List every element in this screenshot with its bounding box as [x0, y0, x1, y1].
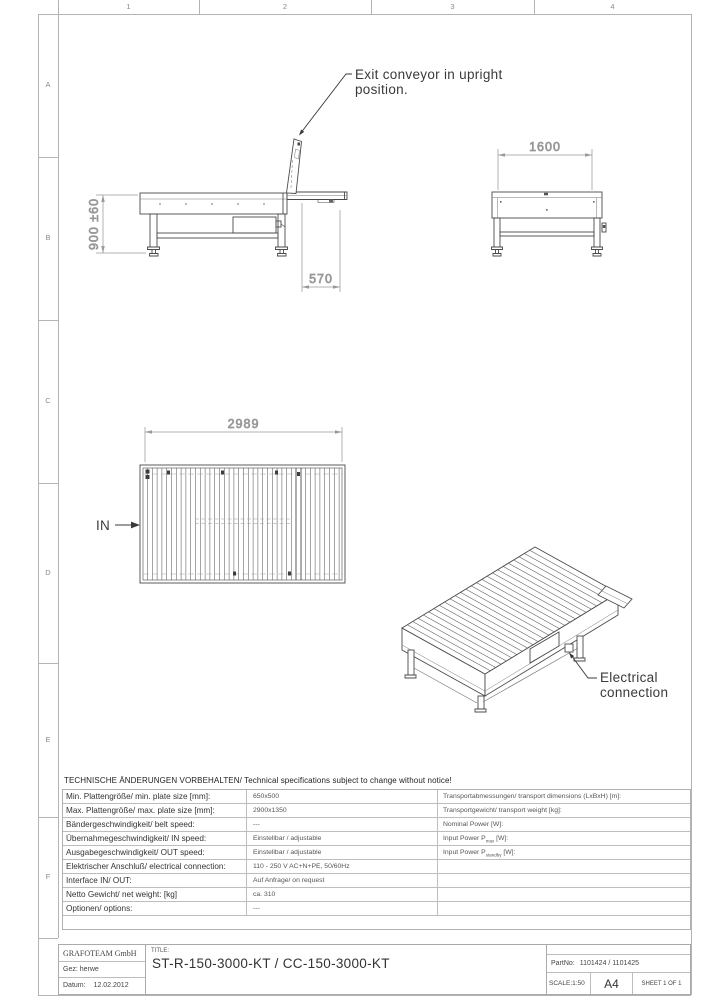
top-view-dimensions [145, 417, 342, 462]
title-block-right [547, 945, 690, 994]
grid-row-label: E [45, 735, 51, 744]
title-block-strip [547, 945, 690, 955]
side-view-leg [150, 214, 157, 247]
top-view-body [140, 465, 345, 583]
front-view-body [492, 192, 602, 218]
grid-row-label: B [45, 233, 51, 242]
title-block-middle [146, 945, 547, 994]
title-label: TITLE: [151, 948, 170, 954]
spec-label: Elektrischer Anschluß/ electrical connection: [63, 860, 247, 873]
spec-value: Auf Anfrage/ on request [247, 874, 438, 887]
spec-right-subscript: standby [485, 852, 502, 858]
side-view-dimensions [87, 195, 340, 292]
spec-value: --- [247, 818, 438, 831]
title-block-left [59, 945, 146, 994]
spec-right-label [438, 888, 690, 901]
spec-label: Min. Plattengröße/ min. plate size [mm]: [63, 790, 247, 803]
dimension-height: 900 ±60 [87, 197, 101, 251]
table-row [63, 874, 690, 888]
scale-value: SCALE:1:50 [547, 973, 591, 994]
in-callout [96, 518, 140, 533]
spec-right-label [438, 874, 690, 887]
title-block [58, 944, 691, 995]
table-row [63, 818, 690, 832]
table-row [63, 902, 690, 916]
side-view-crossbeam [157, 233, 278, 238]
spec-right-text: [W]: [494, 835, 509, 842]
side-view [140, 139, 347, 256]
part-number-label: PartNo: [551, 960, 575, 967]
in-label: IN [96, 518, 111, 533]
front-view-crossbeam [500, 232, 594, 236]
iso-leg [478, 696, 484, 709]
side-view-motor-box [233, 217, 276, 233]
spec-value: 2900x1350 [247, 804, 438, 817]
exit-callout-line1: Exit conveyor in upright [355, 67, 503, 82]
grid-row-label: A [45, 80, 51, 89]
spec-right-label [438, 860, 690, 873]
spec-right-label [438, 846, 690, 859]
front-view-dimensions [498, 140, 592, 190]
front-view-leg [594, 218, 600, 247]
electrical-callout [569, 653, 668, 701]
date-row [59, 978, 145, 994]
spec-right-label: Transportgewicht/ transport weight [kg]: [443, 807, 562, 814]
spec-right-text: Input Power P [443, 849, 486, 856]
grid-column-label: 2 [282, 2, 288, 11]
part-number-value: 1101424 / 1101425 [579, 960, 640, 967]
table-row [63, 888, 690, 902]
spec-value: --- [247, 902, 438, 915]
spec-label: Bändergeschwindigkeit/ belt speed: [63, 818, 247, 831]
grid-row-label: C [45, 396, 51, 405]
iso-junction-box [565, 644, 573, 652]
table-row [63, 790, 690, 804]
date-label: Datum: [63, 982, 86, 989]
spec-right-label [438, 902, 690, 915]
date-value: 12.02.2012 [93, 982, 129, 989]
grid-column-label: 1 [126, 2, 131, 11]
front-view [492, 192, 607, 256]
change-notice: TECHNISCHE ÄNDERUNGEN VORBEHALTEN/ Technical specifications subject to change without notice! [64, 776, 452, 785]
grid-column-label: 3 [450, 2, 455, 11]
spec-right-label: Nominal Power [W]: [443, 821, 504, 828]
table-row [63, 860, 690, 874]
spec-value: ca. 310 [247, 888, 438, 901]
isometric-view [402, 547, 632, 712]
dimension-exit-depth: 570 [309, 272, 333, 286]
grid-column-label: 4 [610, 2, 615, 11]
spec-value: Einstellbar / adjustable [247, 832, 438, 845]
spec-value: 650x500 [247, 790, 438, 803]
company-name: GRAFOTEAM GmbH [59, 945, 145, 962]
spec-right-text: [W]: [501, 849, 516, 856]
exit-callout [299, 67, 503, 136]
spec-right-label: Transportabmessungen/ transport dimensions (LxBxH) [m]: [443, 793, 622, 800]
front-view-leg [494, 218, 500, 247]
spec-right-label [438, 832, 690, 845]
side-view-body [140, 193, 287, 214]
title-block-bottom-row [547, 973, 690, 994]
drawing-title: ST-R-150-3000-KT / CC-150-3000-KT [152, 956, 390, 971]
electrical-callout-line1: Electrical [600, 670, 658, 685]
paper-size: A4 [591, 973, 633, 994]
spec-grid [62, 789, 691, 930]
table-row-empty [63, 916, 690, 929]
side-view-exit-flap [287, 139, 302, 194]
spec-value: Einstellbar / adjustable [247, 846, 438, 859]
spec-label: Ausgabegeschwindigkeit/ OUT speed: [63, 846, 247, 859]
spec-table [62, 776, 691, 930]
exit-callout-line2: position. [355, 82, 408, 97]
spec-label: Übernahmegeschwindigkeit/ IN speed: [63, 832, 247, 845]
grid-row-label: F [45, 872, 51, 881]
part-number-row [547, 955, 690, 973]
dimension-length: 2989 [227, 417, 260, 431]
sheet-number: SHEET 1 OF 1 [641, 981, 682, 987]
spec-label: Interface IN/ OUT: [63, 874, 247, 887]
grid-row-label: D [45, 568, 51, 577]
spec-label: Max. Plattengröße/ max. plate size [mm]: [63, 804, 247, 817]
spec-right-text: Input Power P [443, 835, 486, 842]
dimension-width: 1600 [529, 140, 561, 154]
spec-label: Optionen/ options: [63, 902, 247, 915]
table-row [63, 846, 690, 860]
top-view-rollers [148, 468, 292, 580]
spec-right-subscript: max [485, 838, 495, 844]
in-arrow-icon [131, 522, 140, 529]
top-view [140, 465, 345, 583]
table-row [63, 804, 690, 818]
spec-label: Netto Gewicht/ net weight: [kg] [63, 888, 247, 901]
side-view-leg [278, 214, 285, 247]
spec-value: 110 - 250 V AC+N+PE, 50/60Hz [247, 860, 438, 873]
iso-leg [577, 636, 583, 658]
drawn-by: Gez: herwe [59, 962, 145, 978]
table-row [63, 832, 690, 846]
electrical-callout-line2: connection [600, 685, 669, 700]
iso-leg [408, 650, 414, 675]
